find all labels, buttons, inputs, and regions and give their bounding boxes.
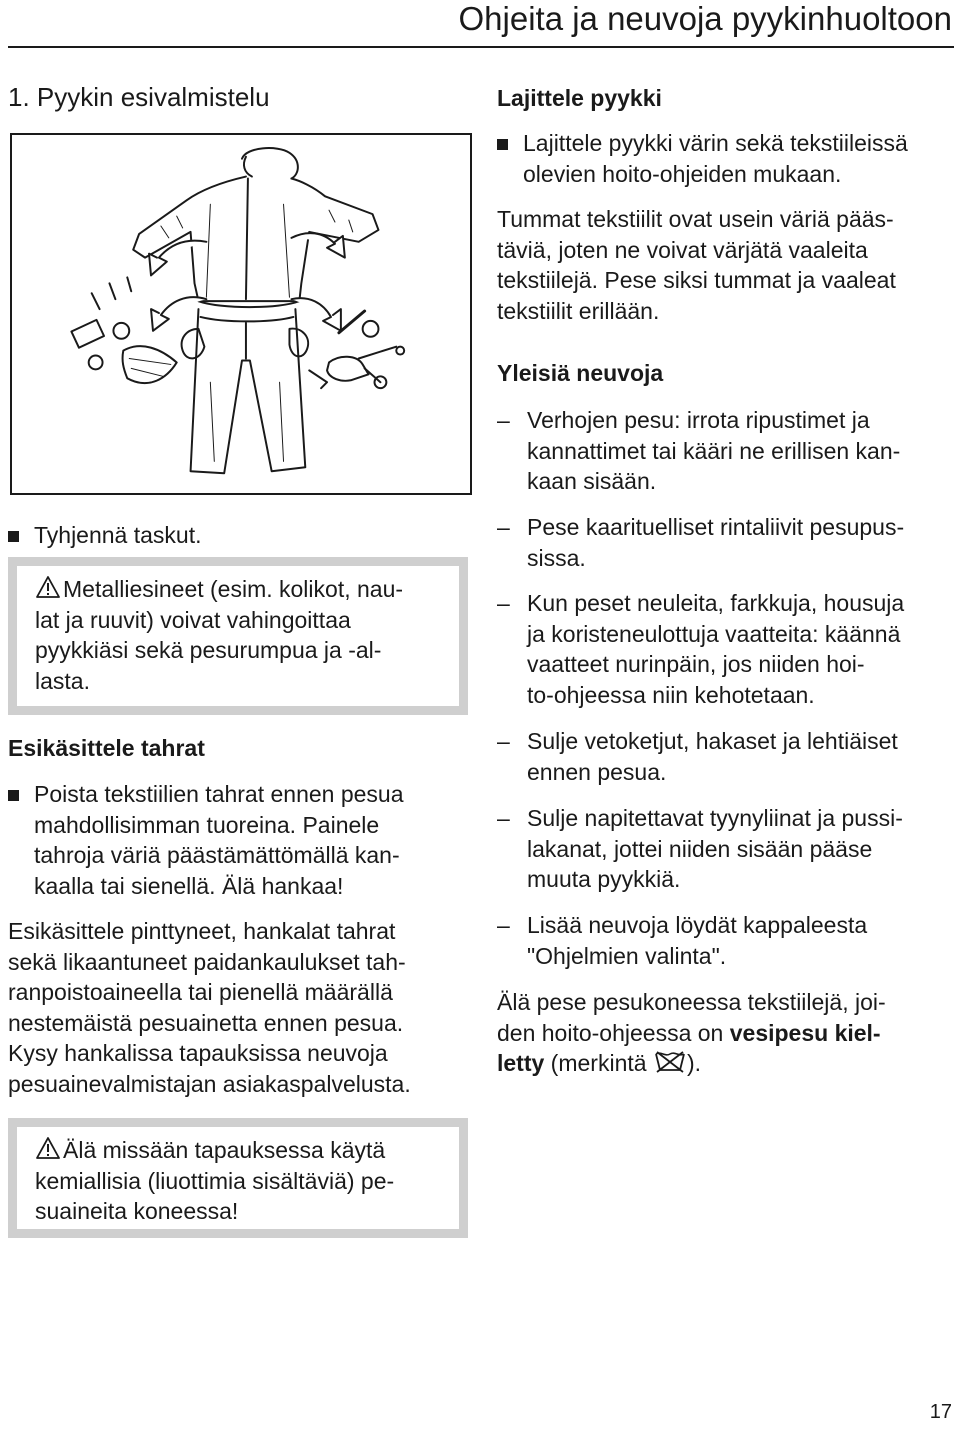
bullet-text: Tyhjennä taskut. (34, 522, 202, 548)
bullet-sort (497, 128, 957, 189)
paragraph-pretreat: Esikäsittele pinttyneet, hankalat tahrat sekä likaantuneet paidankaulukset tah- ranpoistoaineella tai pienellä määrällä nestemäistä pesuainetta ennen pesua. Kysy hankalissa tapauksissa neuvoja pesuainevalmistajan asiakaspalvelusta. (8, 918, 411, 1097)
bullet-square-icon (8, 531, 19, 542)
bullet-square-icon (497, 139, 508, 150)
warning-triangle-icon (35, 1136, 61, 1160)
paragraph-dark-textiles: Tummat tekstiilit ovat usein väriä pääs- täviä, joten ne voivat värjätä vaaleita tekstiilejä. Pese siksi tummat ja vaaleat tekstiilit erillään. (497, 206, 896, 324)
warning-text: Metalliesineet (esim. kolikot, nau- lat ja ruuvit) voivat vahingoittaa pyykkiäsi sekä pesurumpua ja -al- lasta. (35, 576, 404, 694)
warning-box-metal (8, 557, 468, 715)
subheading-pretreat: Esikäsittele tahrat (8, 735, 205, 761)
warning-triangle-icon (35, 575, 61, 599)
tip-item: – Verhojen pesu: irrota ripustimet ja kannattimet tai kääri ne erillisen kan- kaan sisään. (497, 407, 901, 494)
paragraph-no-washing: Älä pese pesukoneessa tekstiilejä, joi- den hoito-ohjeessa on vesipesu kiel- letty (merkintä ). (497, 989, 886, 1076)
bold-text: vesipesu kiel- (729, 1019, 881, 1046)
warning-box-chemicals (8, 1118, 468, 1238)
warning-text: Älä missään tapauksessa käytä kemiallisia (liuottimia sisältäviä) pe- suaineita koneessa! (35, 1137, 395, 1224)
bold-text: letty (497, 1050, 545, 1076)
page-header-title: Ohjeita ja neuvoja pyykinhuoltoon (458, 0, 952, 37)
bullet-text: Lajittele pyykki värin sekä tekstiileissä olevien hoito-ohjeiden mukaan. (523, 130, 908, 187)
tip-item: – Sulje napitettavat tyynyliinat ja pussi- lakanat, jottei niiden sisään pääse muuta pyykkiä. (497, 805, 903, 892)
subheading-sort: Lajittele pyykki (497, 85, 662, 111)
bullet-square-icon (8, 790, 19, 801)
tip-item: – Kun peset neuleita, farkkuja, housuja ja koristeneulottuja vaatteita: käännä vaatteet nurinpäin, jos niiden hoi- to-ohjeessa niin kehotetaan. (497, 590, 905, 708)
bullet-stains (8, 779, 470, 901)
subheading-general: Yleisiä neuvoja (497, 360, 664, 386)
section-title: 1. Pyykin esivalmistelu (8, 82, 270, 112)
bullet-text: Poista tekstiilien tahrat ennen pesua mahdollisimman tuoreina. Painele tahroja väriä päästämättömällä kan- kaalla tai sienellä. Älä hankaa! (34, 781, 404, 899)
bullet-empty-pockets (8, 520, 470, 551)
tip-item: – Sulje vetoketjut, hakaset ja lehtiäiset ennen pesua. (497, 728, 898, 785)
header-rule (8, 46, 954, 48)
pockets-illustration (10, 133, 472, 495)
do-not-wash-icon (653, 1050, 687, 1074)
tip-item: – Pese kaarituelliset rintaliivit pesupus- sissa. (497, 514, 905, 571)
page-number: 17 (929, 1401, 952, 1423)
tip-item: – Lisää neuvoja löydät kappaleesta "Ohjelmien valinta". (497, 912, 868, 969)
